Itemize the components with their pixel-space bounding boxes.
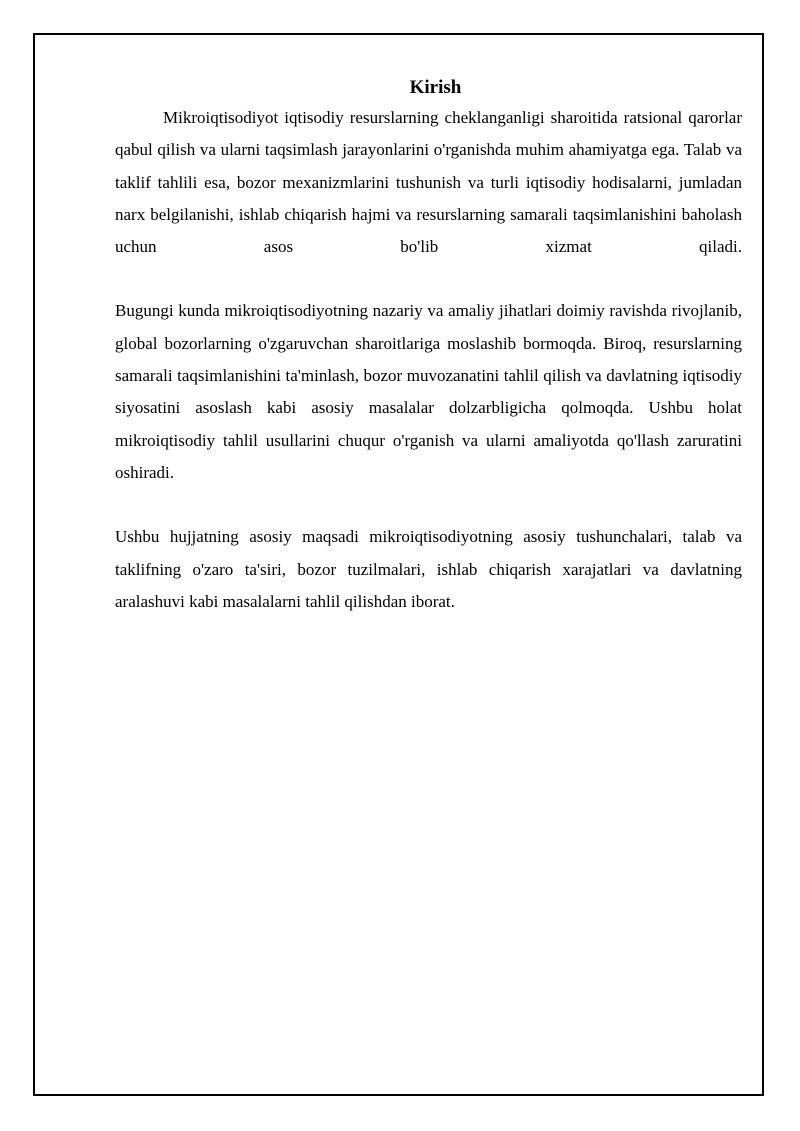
paragraph-current-state [115, 295, 742, 489]
document-body [115, 74, 742, 618]
paragraph-purpose [115, 521, 742, 618]
paragraph-purpose-text: Ushbu hujjatning asosiy maqsadi mikroiqtisodiyotning asosiy tushunchalari, talab va taklifning o'zaro ta'siri, bozor tuzilmalari, ishlab chiqarish xarajatlari va davlatning aralashuvi kabi masalalarni tahlil qilishdan iborat. [115, 527, 742, 611]
paragraph-spacer [115, 489, 742, 521]
paragraph-current-state-text: Bugungi kunda mikroiqtisodiyotning nazariy va amaliy jihatlari doimiy ravishda rivojlanib, global bozorlarning o'zgaruvchan sharoitlariga moslashib bormoqda. Biroq, resurslarning samarali taqsimlanishini ta'minlash, bozor muvozanatini tahlil qilish va davlatning iqtisodiy siyosatini asoslash kabi asosiy masalalar dolzarbligicha qolmoqda. Ushbu holat mikroiqtisodiy tahlil usullarini chuqur o'rganish va ularni amaliyotda qo'llash zaruratini oshiradi. [115, 301, 742, 482]
paragraph-spacer [115, 263, 742, 295]
paragraph-intro [115, 102, 742, 263]
document-title: Kirish [409, 77, 462, 98]
paragraph-intro-text: Mikroiqtisodiyot iqtisodiy resurslarning cheklanganligi sharoitida ratsional qarorlar qabul qilish va ularni taqsimlash jarayonlarini o'rganishda muhim ahamiyatga ega. Talab va taklif tahlili esa, bozor mexanizmlarini tushunish va turli iqtisodiy hodisalarni, jumladan narx belgilanishi, ishlab chiqarish hajmi va resurslarning samarali taqsimlanishini baholash uchun asos bo'lib xizmat qiladi. [115, 108, 742, 257]
